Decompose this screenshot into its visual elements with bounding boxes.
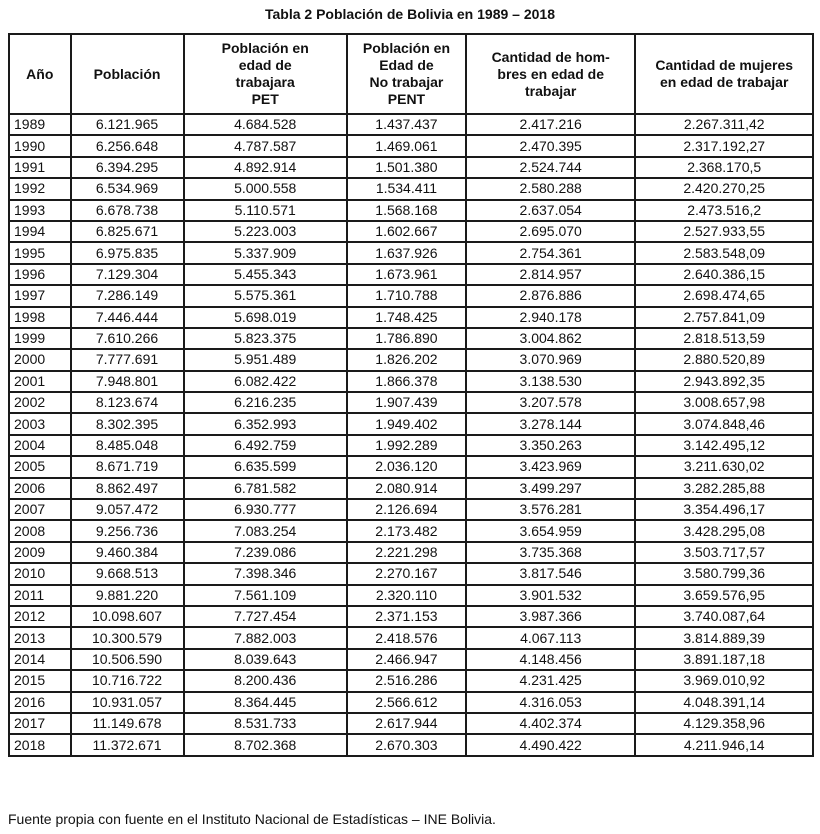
header-line: Población en xyxy=(362,40,450,56)
cell-pet: 7.727.454 xyxy=(184,606,347,627)
cell-pent: 2.320.110 xyxy=(347,585,466,606)
cell-pent: 1.866.378 xyxy=(347,371,466,392)
cell-pent: 1.748.425 xyxy=(347,307,466,328)
cell-year: 2000 xyxy=(9,349,71,370)
cell-population: 8.123.674 xyxy=(71,392,184,413)
header-line: bres en edad de xyxy=(497,65,604,82)
cell-women: 2.880.520,89 xyxy=(635,349,813,370)
cell-pent: 2.466.947 xyxy=(347,649,466,670)
cell-pent: 2.670.303 xyxy=(347,734,466,755)
cell-population: 9.057.472 xyxy=(71,499,184,520)
cell-pet: 7.398.346 xyxy=(184,563,347,584)
header-line: Población en xyxy=(221,40,309,56)
table-row xyxy=(9,349,813,370)
cell-year: 2007 xyxy=(9,499,71,520)
cell-population: 6.394.295 xyxy=(71,157,184,178)
cell-pent: 2.173.482 xyxy=(347,520,466,541)
source-footnote: Fuente propia con fuente en el Instituto Nacional de Estadísticas – INE Bolivia. xyxy=(8,811,496,827)
cell-year: 1992 xyxy=(9,178,71,199)
cell-year: 1998 xyxy=(9,307,71,328)
cell-men: 3.987.366 xyxy=(466,606,635,627)
cell-pent: 2.126.694 xyxy=(347,499,466,520)
cell-men: 3.901.532 xyxy=(466,585,635,606)
cell-men: 3.070.969 xyxy=(466,349,635,370)
cell-women: 3.659.576,95 xyxy=(635,585,813,606)
cell-pent: 1.602.667 xyxy=(347,221,466,242)
cell-women: 3.211.630,02 xyxy=(635,456,813,477)
table-row xyxy=(9,649,813,670)
cell-year: 1993 xyxy=(9,200,71,221)
header-line: Población xyxy=(93,65,161,82)
table-row xyxy=(9,242,813,263)
cell-pet: 6.492.759 xyxy=(184,435,347,456)
cell-men: 3.423.969 xyxy=(466,456,635,477)
cell-population: 6.534.969 xyxy=(71,178,184,199)
cell-population: 10.931.057 xyxy=(71,692,184,713)
cell-pet: 8.200.436 xyxy=(184,670,347,691)
cell-women: 2.317.192,27 xyxy=(635,135,813,156)
header-line: Cantidad de mujeres xyxy=(655,57,794,73)
header-row xyxy=(9,34,813,114)
cell-pet: 8.039.643 xyxy=(184,649,347,670)
header-line: en edad de trabajar xyxy=(660,74,789,90)
cell-pent: 2.221.298 xyxy=(347,542,466,563)
table-row xyxy=(9,670,813,691)
table-row xyxy=(9,520,813,541)
cell-pent: 1.534.411 xyxy=(347,178,466,199)
cell-men: 3.207.578 xyxy=(466,392,635,413)
cell-pet: 5.000.558 xyxy=(184,178,347,199)
cell-men: 2.695.070 xyxy=(466,221,635,242)
table-row xyxy=(9,135,813,156)
cell-men: 3.654.959 xyxy=(466,520,635,541)
cell-year: 2016 xyxy=(9,692,71,713)
cell-year: 2004 xyxy=(9,435,71,456)
cell-pet: 8.364.445 xyxy=(184,692,347,713)
cell-men: 3.138.530 xyxy=(466,371,635,392)
cell-population: 6.825.671 xyxy=(71,221,184,242)
cell-men: 2.637.054 xyxy=(466,200,635,221)
cell-year: 1991 xyxy=(9,157,71,178)
cell-pet: 6.635.599 xyxy=(184,456,347,477)
cell-pet: 5.823.375 xyxy=(184,328,347,349)
header-line: PENT xyxy=(387,91,426,107)
cell-population: 9.256.736 xyxy=(71,520,184,541)
cell-women: 2.943.892,35 xyxy=(635,371,813,392)
header-year xyxy=(9,34,71,114)
cell-pent: 2.371.153 xyxy=(347,606,466,627)
cell-year: 2002 xyxy=(9,392,71,413)
cell-women: 2.640.386,15 xyxy=(635,264,813,285)
cell-population: 7.446.444 xyxy=(71,307,184,328)
cell-pet: 7.083.254 xyxy=(184,520,347,541)
cell-men: 3.817.546 xyxy=(466,563,635,584)
cell-men: 2.417.216 xyxy=(466,114,635,135)
cell-population: 7.286.149 xyxy=(71,285,184,306)
header-line: edad de xyxy=(238,57,292,73)
table-row xyxy=(9,413,813,434)
cell-women: 3.354.496,17 xyxy=(635,499,813,520)
cell-pent: 1.673.961 xyxy=(347,264,466,285)
cell-pent: 1.907.439 xyxy=(347,392,466,413)
cell-pet: 4.787.587 xyxy=(184,135,347,156)
header-line: Edad de xyxy=(379,57,434,73)
cell-women: 3.008.657,98 xyxy=(635,392,813,413)
cell-women: 3.740.087,64 xyxy=(635,606,813,627)
cell-year: 2003 xyxy=(9,413,71,434)
cell-year: 2011 xyxy=(9,585,71,606)
cell-pet: 6.352.993 xyxy=(184,413,347,434)
cell-population: 9.881.220 xyxy=(71,585,184,606)
table-row xyxy=(9,307,813,328)
table-row xyxy=(9,200,813,221)
table-row xyxy=(9,606,813,627)
cell-population: 10.716.722 xyxy=(71,670,184,691)
cell-year: 1999 xyxy=(9,328,71,349)
cell-women: 4.211.946,14 xyxy=(635,734,813,755)
cell-population: 9.460.384 xyxy=(71,542,184,563)
cell-men: 4.316.053 xyxy=(466,692,635,713)
cell-women: 3.503.717,57 xyxy=(635,542,813,563)
cell-women: 3.891.187,18 xyxy=(635,649,813,670)
cell-population: 7.129.304 xyxy=(71,264,184,285)
cell-population: 8.485.048 xyxy=(71,435,184,456)
cell-population: 9.668.513 xyxy=(71,563,184,584)
table-row xyxy=(9,692,813,713)
cell-year: 1995 xyxy=(9,242,71,263)
cell-women: 2.527.933,55 xyxy=(635,221,813,242)
cell-year: 1994 xyxy=(9,221,71,242)
cell-pet: 5.110.571 xyxy=(184,200,347,221)
cell-year: 2008 xyxy=(9,520,71,541)
cell-population: 11.372.671 xyxy=(71,734,184,755)
cell-women: 2.818.513,59 xyxy=(635,328,813,349)
cell-men: 2.524.744 xyxy=(466,157,635,178)
table-row xyxy=(9,713,813,734)
cell-pet: 6.930.777 xyxy=(184,499,347,520)
table-body xyxy=(9,114,813,756)
table-row xyxy=(9,371,813,392)
cell-year: 1989 xyxy=(9,114,71,135)
cell-population: 7.777.691 xyxy=(71,349,184,370)
cell-women: 4.129.358,96 xyxy=(635,713,813,734)
cell-population: 10.300.579 xyxy=(71,627,184,648)
cell-year: 2018 xyxy=(9,734,71,755)
cell-population: 8.302.395 xyxy=(71,413,184,434)
header-pet xyxy=(184,34,347,114)
cell-population: 11.149.678 xyxy=(71,713,184,734)
cell-women: 2.267.311,42 xyxy=(635,114,813,135)
cell-population: 6.256.648 xyxy=(71,135,184,156)
cell-pet: 8.702.368 xyxy=(184,734,347,755)
header-population xyxy=(71,34,184,114)
cell-men: 2.580.288 xyxy=(466,178,635,199)
cell-pent: 1.710.788 xyxy=(347,285,466,306)
cell-women: 3.142.495,12 xyxy=(635,435,813,456)
cell-women: 3.580.799,36 xyxy=(635,563,813,584)
header-line: trabajara xyxy=(235,74,295,90)
cell-pet: 8.531.733 xyxy=(184,713,347,734)
cell-women: 2.420.270,25 xyxy=(635,178,813,199)
table-row xyxy=(9,456,813,477)
cell-women: 3.814.889,39 xyxy=(635,627,813,648)
cell-women: 2.698.474,65 xyxy=(635,285,813,306)
header-men-working-age xyxy=(466,34,635,114)
header-line: PET xyxy=(251,91,279,107)
table-row xyxy=(9,585,813,606)
table-row xyxy=(9,114,813,135)
table-row xyxy=(9,392,813,413)
cell-pent: 1.949.402 xyxy=(347,413,466,434)
cell-pet: 7.239.086 xyxy=(184,542,347,563)
cell-year: 2005 xyxy=(9,456,71,477)
cell-pet: 5.951.489 xyxy=(184,349,347,370)
cell-pent: 2.516.286 xyxy=(347,670,466,691)
cell-pent: 2.566.612 xyxy=(347,692,466,713)
table-row xyxy=(9,221,813,242)
header-line: trabajar xyxy=(525,82,577,99)
cell-pent: 1.437.437 xyxy=(347,114,466,135)
cell-pent: 2.036.120 xyxy=(347,456,466,477)
cell-pent: 1.501.380 xyxy=(347,157,466,178)
cell-pet: 7.561.109 xyxy=(184,585,347,606)
cell-men: 2.754.361 xyxy=(466,242,635,263)
cell-pet: 5.337.909 xyxy=(184,242,347,263)
header-pent xyxy=(347,34,466,114)
cell-pent: 2.080.914 xyxy=(347,478,466,499)
cell-population: 10.506.590 xyxy=(71,649,184,670)
cell-men: 4.067.113 xyxy=(466,627,635,648)
cell-population: 6.121.965 xyxy=(71,114,184,135)
cell-population: 6.975.835 xyxy=(71,242,184,263)
cell-men: 3.576.281 xyxy=(466,499,635,520)
cell-men: 3.350.263 xyxy=(466,435,635,456)
cell-year: 2006 xyxy=(9,478,71,499)
cell-pet: 5.455.343 xyxy=(184,264,347,285)
header-women-working-age xyxy=(635,34,813,114)
cell-pent: 1.826.202 xyxy=(347,349,466,370)
cell-men: 3.499.297 xyxy=(466,478,635,499)
cell-men: 3.004.862 xyxy=(466,328,635,349)
cell-population: 8.671.719 xyxy=(71,456,184,477)
table-row xyxy=(9,478,813,499)
cell-pent: 2.418.576 xyxy=(347,627,466,648)
cell-year: 2012 xyxy=(9,606,71,627)
cell-men: 4.402.374 xyxy=(466,713,635,734)
cell-pent: 1.992.289 xyxy=(347,435,466,456)
cell-year: 1997 xyxy=(9,285,71,306)
table-row xyxy=(9,542,813,563)
table-row xyxy=(9,178,813,199)
cell-population: 7.610.266 xyxy=(71,328,184,349)
table-row xyxy=(9,328,813,349)
cell-pent: 1.637.926 xyxy=(347,242,466,263)
cell-men: 4.148.456 xyxy=(466,649,635,670)
table-row xyxy=(9,157,813,178)
cell-women: 2.473.516,2 xyxy=(635,200,813,221)
table-row xyxy=(9,435,813,456)
cell-men: 2.814.957 xyxy=(466,264,635,285)
cell-year: 1990 xyxy=(9,135,71,156)
cell-year: 2017 xyxy=(9,713,71,734)
cell-women: 2.757.841,09 xyxy=(635,307,813,328)
header-line: Año xyxy=(26,65,54,82)
table-row xyxy=(9,285,813,306)
cell-men: 3.735.368 xyxy=(466,542,635,563)
cell-pent: 2.270.167 xyxy=(347,563,466,584)
cell-women: 2.583.548,09 xyxy=(635,242,813,263)
cell-pet: 6.216.235 xyxy=(184,392,347,413)
cell-year: 2015 xyxy=(9,670,71,691)
cell-pent: 1.786.890 xyxy=(347,328,466,349)
cell-pet: 5.223.003 xyxy=(184,221,347,242)
cell-men: 2.940.178 xyxy=(466,307,635,328)
header-line: No trabajar xyxy=(369,74,444,90)
table-row xyxy=(9,627,813,648)
population-table xyxy=(8,33,814,757)
cell-population: 6.678.738 xyxy=(71,200,184,221)
cell-year: 1996 xyxy=(9,264,71,285)
cell-year: 2001 xyxy=(9,371,71,392)
cell-women: 4.048.391,14 xyxy=(635,692,813,713)
cell-women: 3.282.285,88 xyxy=(635,478,813,499)
cell-pet: 6.082.422 xyxy=(184,371,347,392)
cell-women: 3.074.848,46 xyxy=(635,413,813,434)
cell-men: 2.470.395 xyxy=(466,135,635,156)
cell-population: 7.948.801 xyxy=(71,371,184,392)
cell-pent: 2.617.944 xyxy=(347,713,466,734)
cell-men: 4.231.425 xyxy=(466,670,635,691)
cell-pet: 6.781.582 xyxy=(184,478,347,499)
cell-population: 8.862.497 xyxy=(71,478,184,499)
cell-women: 2.368.170,5 xyxy=(635,157,813,178)
table-row xyxy=(9,264,813,285)
cell-women: 3.969.010,92 xyxy=(635,670,813,691)
table-title: Tabla 2 Población de Bolivia en 1989 – 2018 xyxy=(265,6,555,22)
cell-population: 10.098.607 xyxy=(71,606,184,627)
cell-pet: 5.575.361 xyxy=(184,285,347,306)
cell-year: 2014 xyxy=(9,649,71,670)
table-row xyxy=(9,563,813,584)
cell-pent: 1.568.168 xyxy=(347,200,466,221)
cell-year: 2010 xyxy=(9,563,71,584)
cell-year: 2009 xyxy=(9,542,71,563)
cell-pent: 1.469.061 xyxy=(347,135,466,156)
cell-pet: 7.882.003 xyxy=(184,627,347,648)
table-row xyxy=(9,499,813,520)
cell-pet: 4.892.914 xyxy=(184,157,347,178)
table-row xyxy=(9,734,813,755)
header-line: Cantidad de hom- xyxy=(491,48,610,65)
cell-year: 2013 xyxy=(9,627,71,648)
cell-women: 3.428.295,08 xyxy=(635,520,813,541)
cell-pet: 4.684.528 xyxy=(184,114,347,135)
cell-men: 3.278.144 xyxy=(466,413,635,434)
cell-men: 2.876.886 xyxy=(466,285,635,306)
cell-pet: 5.698.019 xyxy=(184,307,347,328)
cell-men: 4.490.422 xyxy=(466,734,635,755)
